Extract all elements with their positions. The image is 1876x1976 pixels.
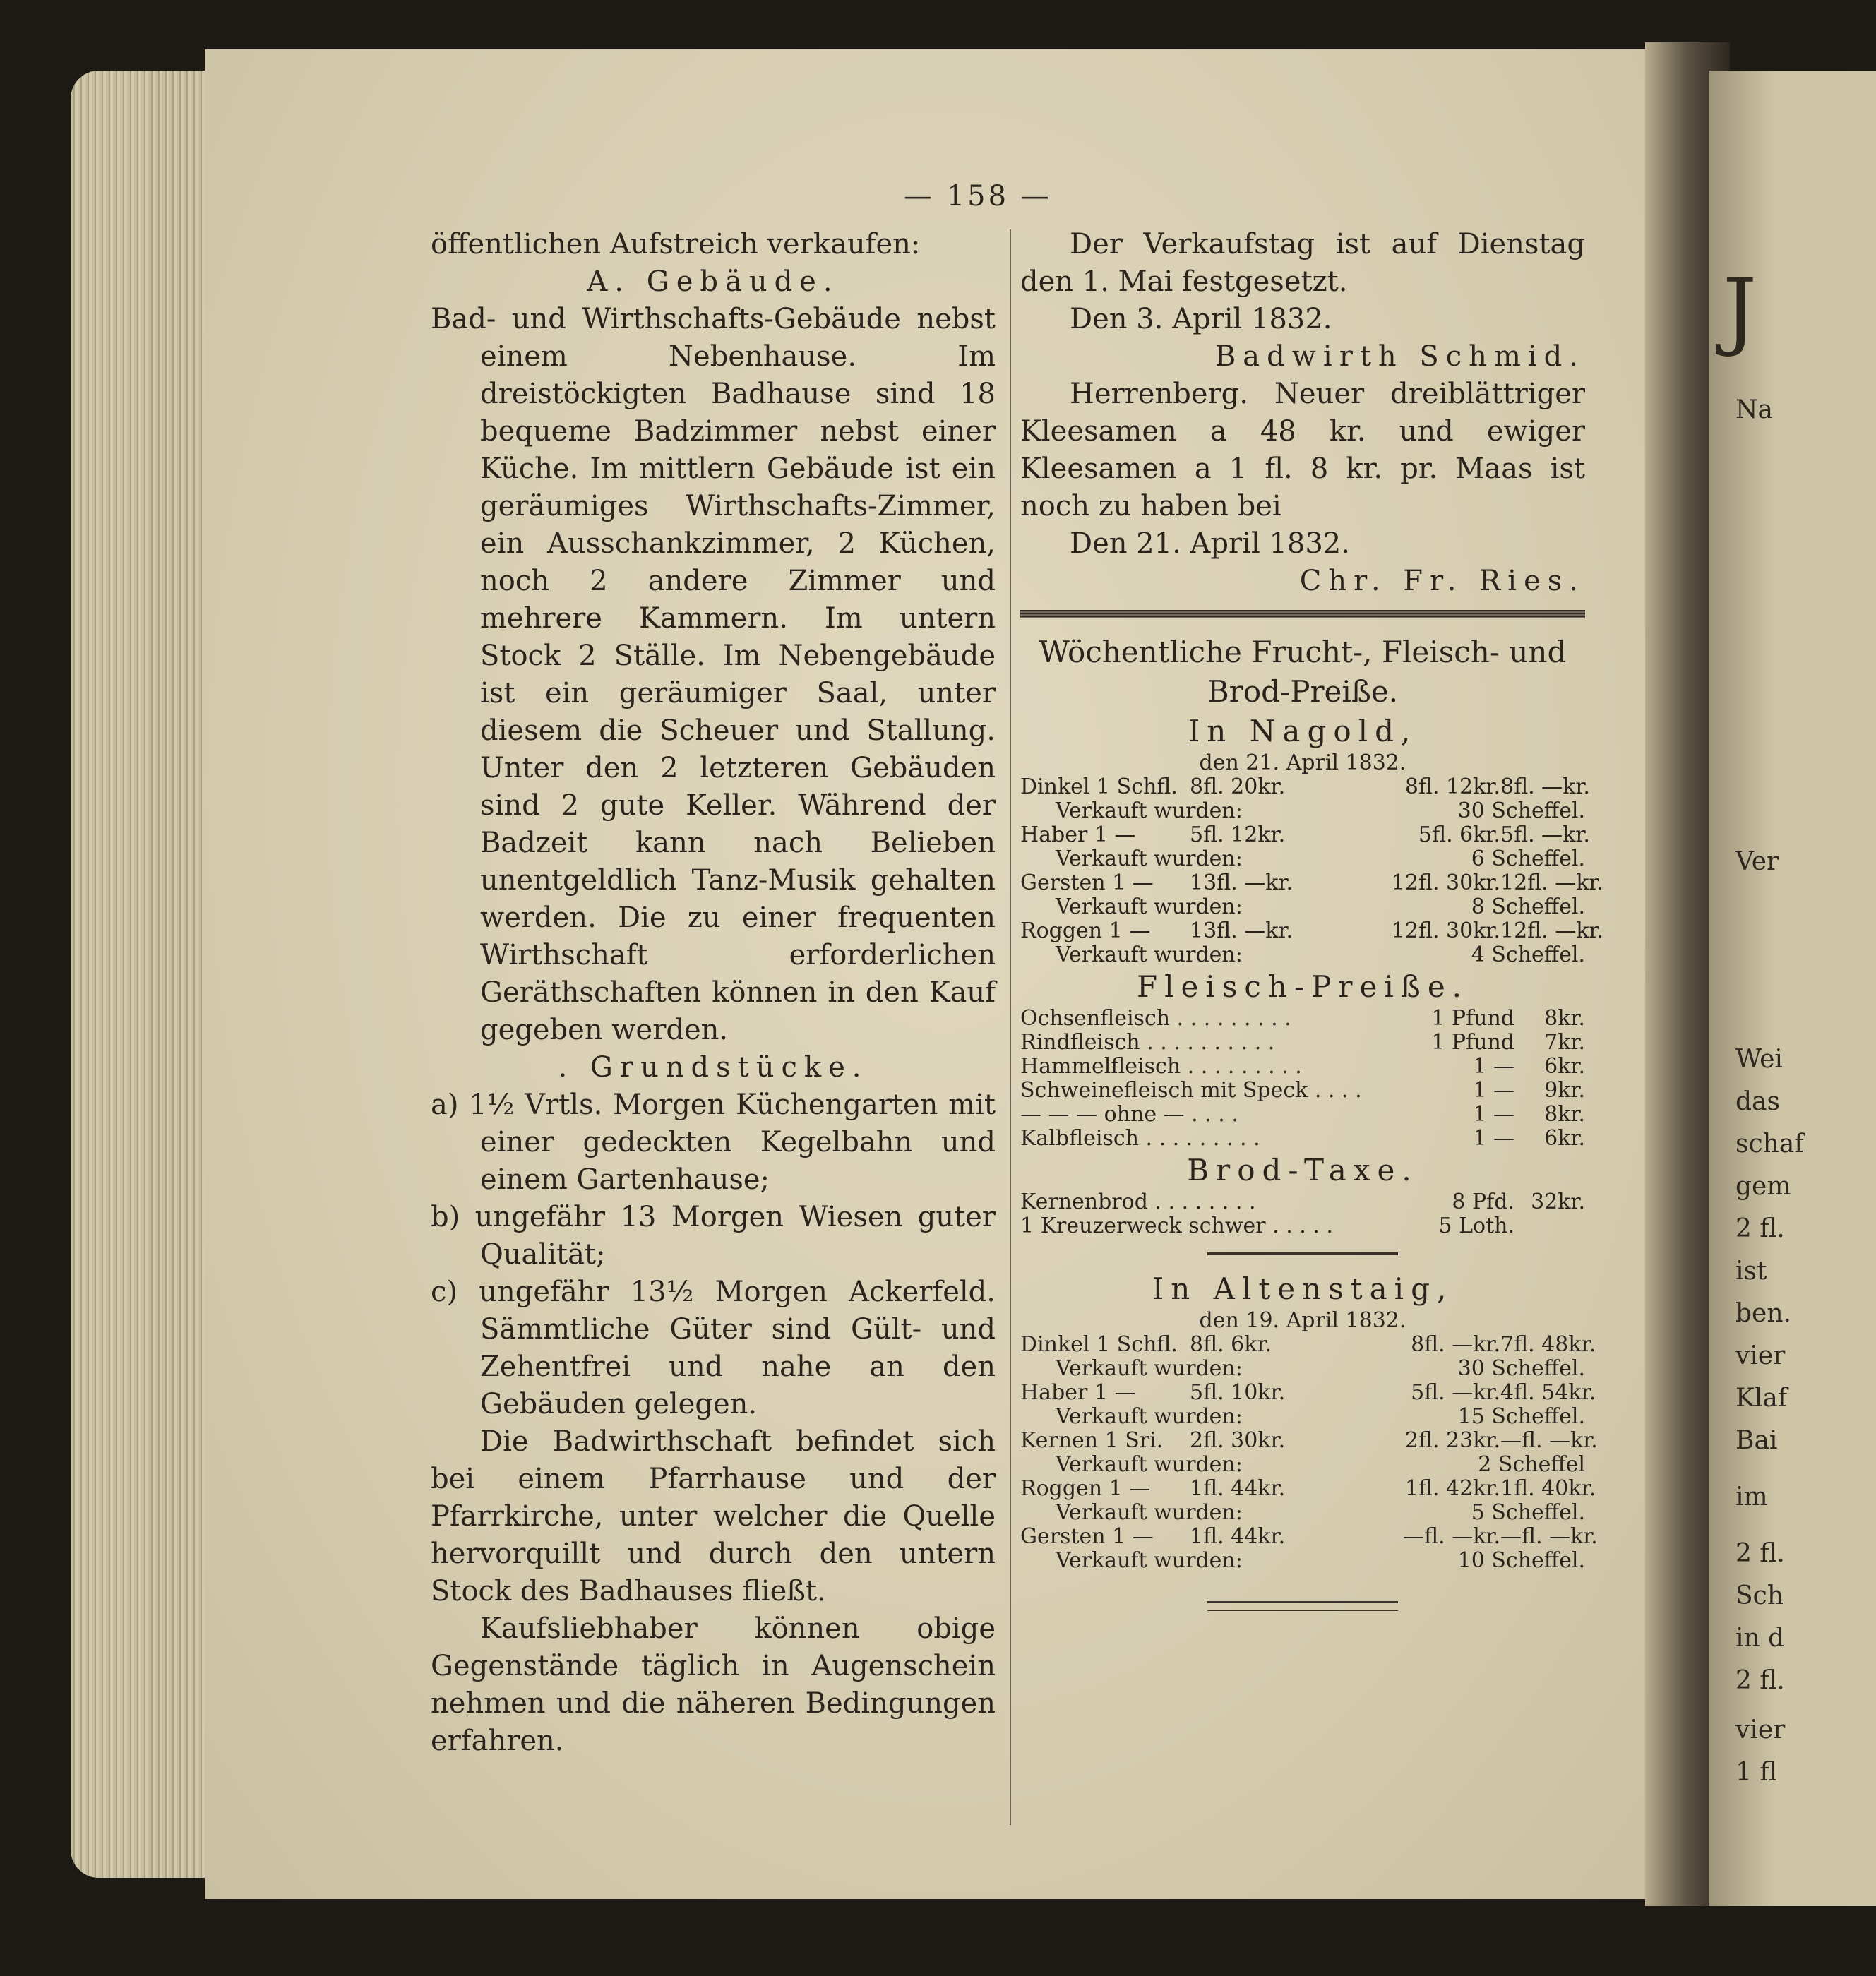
price-row [1020,1055,1585,1079]
sold-row [1020,943,1585,967]
item-unit: 5 Loth. [1438,1214,1514,1238]
next-page-text: ben. [1735,1299,1791,1328]
item-name: Schweinefleisch mit Speck . . . . [1020,1079,1362,1103]
price-mid: 5fl. 6kr. [1418,822,1500,847]
price-row [1020,1031,1585,1055]
item-unit: 1 — [1473,1102,1514,1127]
next-page-text: 2 fl. [1735,1214,1785,1243]
meat-prices-heading: Fleisch-Preiße. [1136,969,1469,1004]
item-name: Rindfleisch . . . . . . . . . . [1020,1031,1275,1055]
sold-row [1020,1501,1585,1525]
sold-quantity: 10 Scheffel. [1457,1548,1585,1573]
price-high: 2fl. 30kr. [1190,1428,1286,1453]
altenstaig-heading: In Altenstaig, [1152,1271,1454,1306]
grain-name: Dinkel 1 Schfl. [1020,1332,1178,1357]
item-price: 8kr. [1544,1102,1585,1127]
item-unit: 1 — [1473,1078,1514,1103]
buildings-description: Bad- und Wirthschafts-Gebäude nebst einem Nebenhause. Im dreistöckigten Badhause sind 18 bequeme Badzimmer nebst einer Küche. Im mittlern Gebäude ist ein geräumiges Wirthschafts-Zimmer, ein Ausschankzimmer, 2 Küchen, noch 2 andere Zimmer und mehrere Kammern. Im untern Stock 2 Ställe. Im Nebengebäude ist ein geräumiger Saal, unter diesem die Scheuer und Stallung. Unter den 2 letzteren Gebäuden sind 2 gute Keller. Während der Badzeit kann nach Belieben unentgeldlich Tanz-Musik gehalten werden. Die zu einer frequenten Wirthschaft erforderlichen Geräthschaften können in den Kauf gegeben werden. [431,303,996,1046]
sold-quantity: 15 Scheffel. [1457,1404,1585,1429]
price-high: 5fl. 10kr. [1190,1380,1286,1405]
item-unit: 1 Pfund [1431,1006,1514,1031]
price-row [1020,774,1590,799]
sale-date-paragraph: Der Verkaufstag ist auf Dienstag den 1. Mai festgesetzt. [1020,228,1585,298]
price-row [1020,1103,1585,1127]
item-name: Kernenbrod . . . . . . . . [1020,1190,1256,1214]
item-price: 32kr. [1531,1190,1585,1214]
price-row [1020,1524,1598,1549]
sold-quantity: 8 Scheffel. [1471,894,1585,919]
nagold-date: den 21. April 1832. [1199,750,1406,775]
notice-date-2: Den 21. April 1832. [1070,527,1350,560]
grain-name: Roggen 1 — [1020,918,1151,943]
next-page-text: 1 fl [1735,1758,1777,1787]
price-high: 1fl. 44kr. [1190,1524,1286,1549]
next-page-text: im [1735,1483,1768,1511]
price-row [1020,822,1590,847]
next-page-text: Klaf [1735,1384,1788,1413]
next-page-text: gem [1735,1172,1791,1201]
price-mid: 1fl. 42kr. [1404,1476,1500,1501]
price-row [1020,918,1604,943]
column-divider [1010,229,1011,1825]
prices-title: Wöchentliche Frucht-, Fleisch- und Brod-Preiße. [1039,635,1567,709]
land-item-c: c) ungefähr 13½ Morgen Ackerfeld. Sämmtliche Güter sind Gült- und Zehentfrei und nahe an den Gebäuden gelegen. [431,1276,996,1420]
bread-tax-table [1020,1190,1585,1238]
sold-quantity: 4 Scheffel. [1471,942,1585,967]
next-page-text: Wei [1735,1045,1783,1074]
next-page-text: schaf [1735,1130,1804,1158]
sold-row [1020,1549,1585,1573]
sold-quantity: 30 Scheffel. [1457,1356,1585,1381]
price-row [1020,1476,1596,1501]
item-price: 6kr. [1544,1126,1585,1151]
item-name: Ochsenfleisch . . . . . . . . . [1020,1007,1291,1031]
left-column [431,226,996,1760]
item-name: Hammelfleisch . . . . . . . . . [1020,1055,1302,1079]
item-unit: 1 Pfund [1431,1030,1514,1055]
sold-quantity: 2 Scheffel [1478,1452,1585,1477]
item-name: Kalbfleisch . . . . . . . . . [1020,1127,1260,1151]
book-page-edges [71,71,205,1878]
grain-name: Roggen 1 — [1020,1476,1151,1501]
next-page-text: 2 fl. [1735,1666,1785,1695]
item-unit: 1 — [1473,1054,1514,1079]
price-row [1020,1332,1596,1357]
item-unit: 8 Pfd. [1452,1190,1514,1214]
sold-quantity: 6 Scheffel. [1471,846,1585,871]
section-rule [1020,610,1585,618]
next-page-text: in d [1735,1624,1785,1653]
price-low: 4fl. 54kr. [1500,1380,1596,1405]
sold-label: Verkauft wurden: [1056,1452,1243,1477]
price-row [1020,1214,1585,1238]
sold-label: Verkauft wurden: [1056,1500,1243,1525]
item-price: 8kr. [1544,1006,1585,1031]
sold-row [1020,799,1585,823]
spa-location-paragraph: Die Badwirthschaft befindet sich bei einem Pfarrhause und der Pfarrkirche, unter welcher die Quelle hervorquillt und durch den untern Stock des Badhauses fließt. [431,1425,996,1607]
price-high: 13fl. —kr. [1190,870,1294,895]
grain-name: Dinkel 1 Schfl. [1020,774,1178,799]
grain-name: Gersten 1 — [1020,1524,1154,1549]
sold-row [1020,1357,1585,1381]
next-page-text: das [1735,1087,1780,1116]
next-page-text: Bai [1735,1426,1778,1455]
next-page-text: J [1723,261,1757,359]
price-row [1020,1079,1585,1103]
signature-ries: Chr. Fr. Ries. [1299,565,1585,597]
next-page-text: ist [1735,1257,1767,1286]
clover-seed-notice: Herrenberg. Neuer dreiblättriger Kleesamen a 48 kr. und ewiger Kleesamen a 1 fl. 8 kr. pr. Maas ist noch zu haben bei [1020,378,1585,522]
right-column [1020,226,1604,1611]
notice-date-1: Den 3. April 1832. [1070,303,1332,335]
left-intro: öffentlichen Aufstreich verkaufen: [431,228,921,261]
altenstaig-grain-table [1020,1332,1598,1573]
price-high: 1fl. 44kr. [1190,1476,1286,1501]
next-page-text: Sch [1735,1581,1784,1610]
sold-label: Verkauft wurden: [1056,846,1243,871]
price-high: 13fl. —kr. [1190,918,1294,943]
next-page-text: Na [1735,395,1773,424]
section-heading-buildings: A. Gebäude. [587,265,840,298]
next-page-text: 2 fl. [1735,1539,1785,1568]
grain-name: Haber 1 — [1020,1380,1136,1405]
signature-schmid: Badwirth Schmid. [1214,340,1585,373]
grain-name: Haber 1 — [1020,822,1136,847]
price-low: 1fl. 40kr. [1500,1476,1596,1501]
short-rule [1207,1252,1398,1255]
price-row [1020,1127,1585,1151]
item-unit: 1 — [1473,1126,1514,1151]
sold-label: Verkauft wurden: [1056,1356,1243,1381]
item-price: 7kr. [1544,1030,1585,1055]
nagold-heading: In Nagold, [1188,714,1418,748]
price-low: —fl. —kr. [1500,1524,1598,1549]
price-row [1020,1007,1585,1031]
next-page-text: vier [1735,1715,1786,1744]
next-page-text: vier [1735,1341,1786,1370]
price-mid: —fl. —kr. [1403,1524,1500,1549]
price-low: 5fl. —kr. [1500,822,1590,847]
sold-label: Verkauft wurden: [1056,894,1243,919]
nagold-grain-table [1020,774,1604,967]
grain-name: Kernen 1 Sri. [1020,1428,1164,1453]
sold-label: Verkauft wurden: [1056,1548,1243,1573]
page-number: — 158 — [904,180,1052,212]
price-mid: 5fl. —kr. [1411,1380,1500,1405]
price-row [1020,1190,1585,1214]
sold-quantity: 30 Scheffel. [1457,798,1585,823]
sold-quantity: 5 Scheffel. [1471,1500,1585,1525]
price-row [1020,1428,1598,1453]
price-low: —fl. —kr. [1500,1428,1598,1453]
sold-row [1020,847,1585,871]
sold-row [1020,1453,1585,1477]
item-price: 6kr. [1544,1054,1585,1079]
section-heading-land: . Grundstücke. [558,1051,868,1084]
price-low: 7fl. 48kr. [1500,1332,1596,1357]
end-ornament [1207,1601,1398,1611]
price-low: 12fl. —kr. [1500,870,1604,895]
buyers-paragraph: Kaufsliebhaber können obige Gegenstände täglich in Augenschein nehmen und die näheren Bedingungen erfahren. [431,1612,996,1757]
sold-label: Verkauft wurden: [1056,942,1243,967]
land-item-b: b) ungefähr 13 Morgen Wiesen guter Qualität; [431,1201,996,1271]
next-page-fragment [1709,71,1876,1906]
meat-prices-table [1020,1007,1585,1151]
sold-row [1020,1405,1585,1429]
sold-row [1020,895,1585,919]
sold-label: Verkauft wurden: [1056,798,1243,823]
altenstaig-date: den 19. April 1832. [1199,1308,1406,1333]
price-mid: 12fl. 30kr. [1391,918,1500,943]
next-page-text: Ver [1735,847,1779,876]
item-price [1514,1214,1585,1238]
price-low: 12fl. —kr. [1500,918,1604,943]
price-high: 8fl. 20kr. [1190,774,1286,799]
price-row [1020,1380,1596,1405]
item-price: 9kr. [1544,1078,1585,1103]
price-high: 8fl. 6kr. [1190,1332,1272,1357]
item-name: 1 Kreuzerweck schwer . . . . . [1020,1214,1333,1238]
price-low: 8fl. —kr. [1500,774,1590,799]
price-mid: 8fl. —kr. [1411,1332,1500,1357]
land-item-a: a) 1½ Vrtls. Morgen Küchengarten mit einer gedeckten Kegelbahn und einem Gartenhause; [431,1089,996,1196]
price-mid: 2fl. 23kr. [1404,1428,1500,1453]
price-mid: 12fl. 30kr. [1391,870,1500,895]
price-high: 5fl. 12kr. [1190,822,1286,847]
price-mid: 8fl. 12kr. [1404,774,1500,799]
grain-name: Gersten 1 — [1020,870,1154,895]
sold-label: Verkauft wurden: [1056,1404,1243,1429]
item-name: — — — ohne — . . . . [1020,1103,1238,1127]
price-row [1020,870,1604,895]
bread-tax-heading: Brod-Taxe. [1187,1153,1418,1187]
